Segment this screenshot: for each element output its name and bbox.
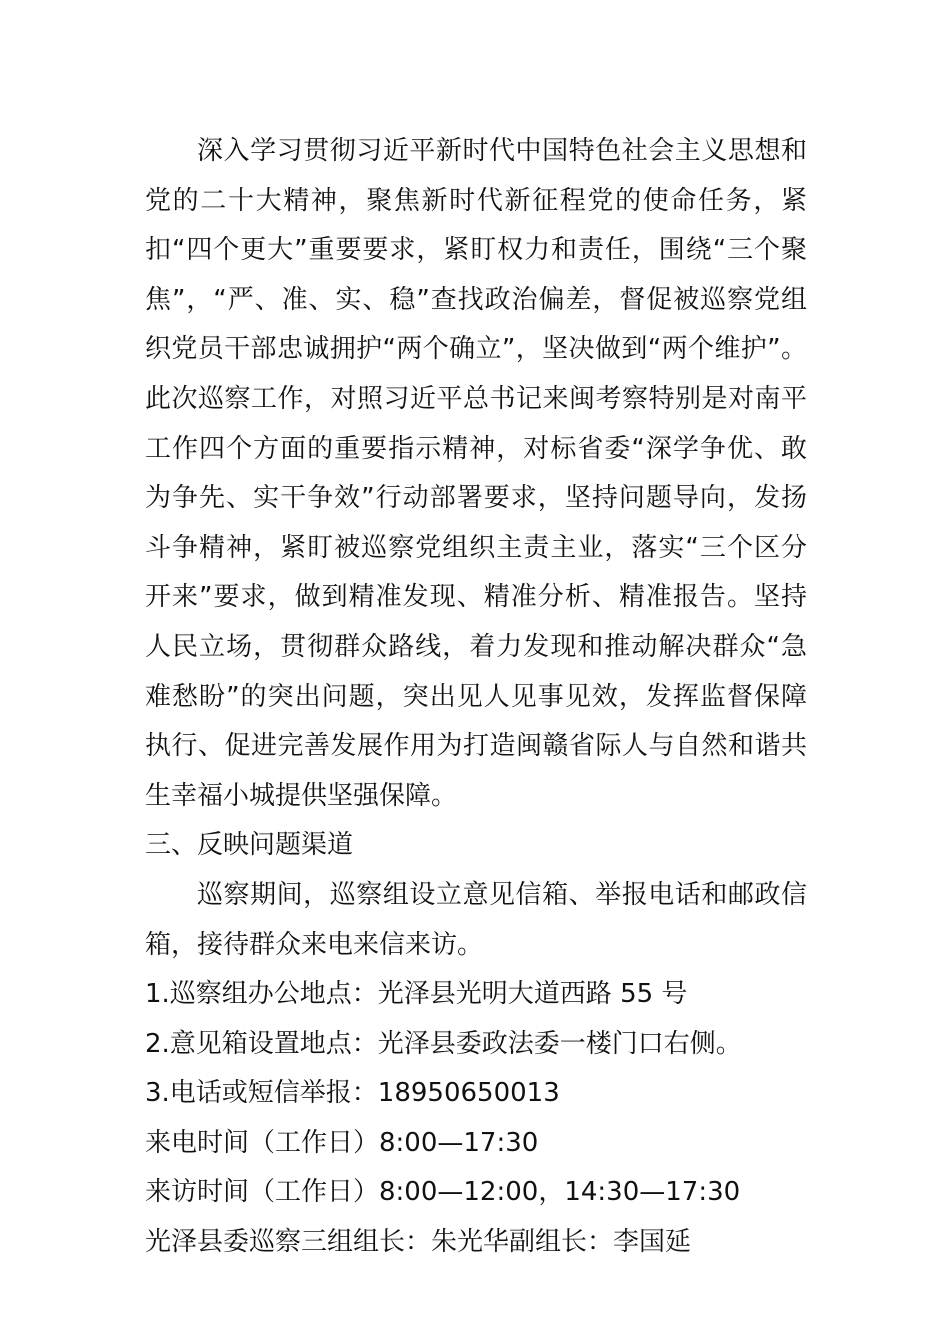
- main-paragraph: 深入学习贯彻习近平新时代中国特色社会主义思想和党的二十大精神，聚焦新时代新征程党的使命任务，紧扣“四个更大”重要要求，紧盯权力和责任，围绕“三个聚焦”，“严、准、实、稳”查找政治偏差，督促被巡察党组织党员干部忠诚拥护“两个确立”，坚决做到“两个维护”。此次巡察工作，对照习近平总书记来闽考察特别是对南平工作四个方面的重要指示精神，对标省委“深学争优、敢为争先、实干争效”行动部署要求，坚持问题导向，发扬斗争精神，紧盯被巡察党组织主责主业，落实“三个区分开来”要求，做到精准发现、精准分析、精准报告。坚持人民立场，贯彻群众路线，着力发现和推动解决群众“急难愁盼”的突出问题，突出见人见事见效，发挥监督保障执行、促进完善发展作用为打造闽赣省际人与自然和谐共生幸福小城提供坚强保障。: [145, 136, 807, 811]
- section-heading: 三、反映问题渠道: [145, 830, 354, 861]
- mailbox-location-line: 2.意见箱设置地点：光泽县委政法委一楼门口右侧。: [145, 1028, 742, 1059]
- phone-report-line: 3.电话或短信举报：18950650013: [145, 1078, 560, 1109]
- channels-intro-paragraph: 巡察期间，巡察组设立意见信箱、举报电话和邮政信箱，接待群众来电来信来访。: [145, 879, 807, 960]
- team-leaders-line: 光泽县委巡察三组组长：朱光华副组长：李国延: [145, 1227, 692, 1258]
- call-hours-line: 来电时间（工作日）8:00—17:30: [145, 1127, 539, 1158]
- office-location-line: 1.巡察组办公地点：光泽县光明大道西路 55 号: [145, 979, 688, 1010]
- visit-hours-line: 来访时间（工作日）8:00—12:00，14:30—17:30: [145, 1177, 741, 1208]
- document-body: [145, 127, 807, 1268]
